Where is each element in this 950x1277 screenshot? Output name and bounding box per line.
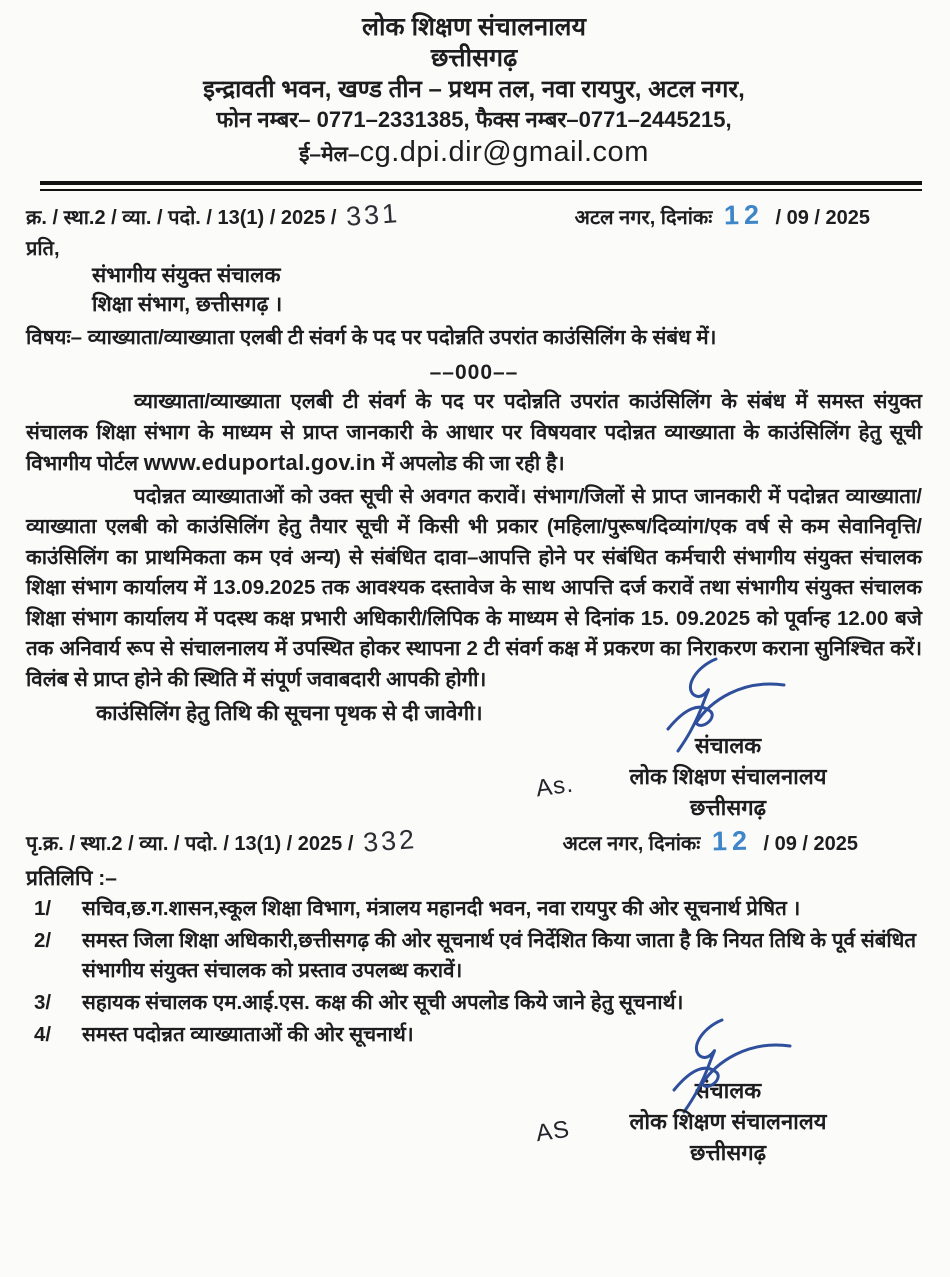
copy-text-4: समस्त पदोन्नत व्याख्याताओं की ओर सूचनार्थ। bbox=[82, 1023, 414, 1046]
email-address: cg.dpi.dir@gmail.com bbox=[359, 136, 649, 168]
letterhead-divider-rule bbox=[40, 181, 922, 191]
copy-number-1: 1/ bbox=[34, 897, 52, 920]
subject-text: व्याख्याता/व्याख्याता एलबी टी संवर्ग के पद पर पदोन्नति उपरांत काउंसिलिंग के संबंध में। bbox=[87, 326, 717, 349]
reference-number-2 bbox=[26, 824, 419, 858]
handwritten-initials-1: As. bbox=[534, 770, 576, 803]
signatory-title-1: संचालक bbox=[694, 733, 762, 758]
place-date-label-2: अटल नगर, दिनांकः bbox=[562, 833, 701, 855]
handwritten-date-2: 12 bbox=[711, 825, 753, 857]
signature-block-1 bbox=[534, 731, 878, 823]
signatory-state-1: छत्तीसगढ़ bbox=[690, 795, 766, 820]
copy-item-4 bbox=[26, 1020, 922, 1050]
addressee-block bbox=[92, 261, 922, 319]
reference-number-1 bbox=[26, 198, 402, 232]
addressee-line-2: शिक्षा संभाग, छत्तीसगढ़ । bbox=[92, 293, 283, 316]
letterhead bbox=[26, 12, 922, 173]
place-date-label-1: अटल नगर, दिनांकः bbox=[574, 207, 713, 229]
copy-text-3: सहायक संचालक एम.आई.एस. कक्ष की ओर सूची अपलोड किये जाने हेतु सूचनार्थ। bbox=[82, 991, 684, 1014]
portal-url: www.eduportal.gov.in bbox=[143, 450, 376, 475]
copy-item-2 bbox=[26, 926, 922, 986]
copy-number-2: 2/ bbox=[34, 929, 52, 952]
letterhead-email-line bbox=[26, 134, 922, 173]
subject-line bbox=[26, 323, 922, 353]
date-rest-1: / 09 / 2025 bbox=[775, 207, 870, 229]
reference-row-1 bbox=[26, 198, 922, 232]
letterhead-phone-fax: फोन नम्बर– 0771–2331385, फैक्स नम्बर–0771–2445215, bbox=[216, 107, 732, 132]
letterhead-state: छत्तीसगढ़ bbox=[430, 44, 518, 72]
reference-prefix-2: पृ.क्र. / स्था.2 / व्या. / पदो. / 13(1) / 2025 / bbox=[26, 833, 354, 855]
letterhead-org: लोक शिक्षण संचालनालय bbox=[362, 13, 586, 41]
addressee-line-1: संभागीय संयुक्त संचालक bbox=[92, 264, 281, 287]
copy-number-3: 3/ bbox=[34, 991, 52, 1014]
body-paragraph-2: पदोन्नत व्याख्याताओं को उक्त सूची से अवगत करावें। संभाग/जिलों से प्राप्त जानकारी में पदोन्नत व्याख्याता/व्याख्याता एलबी को काउंसिलिंग हेतु तैयार सूची में किसी भी प्रकार (महिला/पुरूष/दिव्यांग/एक वर्ष से कम सेवानिवृत्ति/काउंसिलिंग का प्राथमिकता कम एवं अन्य) से संबंधित दावा–आपत्ति होने पर संबंधित कर्मचारी संभागीय संयुक्त संचालक शिक्षा संभाग कार्यालय में 13.09.2025 तक आवश्यक दस्तावेज के साथ आपत्ति दर्ज करावें तथा संभागीय संयुक्त संचालक शिक्षा संभाग कार्यालय में पदस्थ कक्ष प्रभारी अधिकारी/लिपिक के माध्यम से दिनांक 15. 09.2025 को पूर्वान्ह 12.00 बजे तक अनिवार्य रूप से संचालनालय में उपस्थित होकर स्थापना 2 टी संवर्ग कक्ष में प्रकरण का निराकरण कराना सुनिश्चित करें। विलंब से प्राप्त होने की स्थिति में संपूर्ण जवाबदारी आपकी होगी। bbox=[26, 484, 922, 691]
copy-item-3 bbox=[26, 988, 922, 1018]
para1-text-after: में अपलोड की जा रही है। bbox=[375, 452, 565, 475]
date-rest-2: / 09 / 2025 bbox=[763, 833, 858, 855]
subject-label: विषयः– bbox=[26, 326, 82, 349]
signatory-org-2: AS लोक शिक्षण संचालनालय bbox=[578, 1106, 878, 1138]
body-paragraph-1 bbox=[26, 387, 922, 480]
place-date-1 bbox=[574, 199, 870, 231]
signatory-title-2: संचालक bbox=[694, 1078, 762, 1103]
copy-text-2: समस्त जिला शिक्षा अधिकारी,छत्तीसगढ़ की ओर सूचनार्थ एवं निर्देशित किया जाता है कि नियत तिथि के पूर्व संबंधित संभागीय संयुक्त संचालक को प्रस्ताव उपलब्ध करावें। bbox=[82, 929, 916, 982]
copy-number-4: 4/ bbox=[34, 1023, 52, 1046]
copy-text-1: सचिव,छ.ग.शासन,स्कूल शिक्षा विभाग, मंत्रालय महानदी भवन, नवा रायपुर की ओर सूचनार्थ प्रेषित । bbox=[82, 897, 801, 920]
signatory-state-2: छत्तीसगढ़ bbox=[690, 1140, 766, 1165]
signature-block-2 bbox=[534, 1076, 878, 1168]
signatory-org-1: As. लोक शिक्षण संचालनालय bbox=[578, 761, 878, 793]
letterhead-address: इन्द्रावती भवन, खण्ड तीन – प्रथम तल, नवा रायपुर, अटल नगर, bbox=[203, 76, 745, 103]
email-label: ई–मेल– bbox=[299, 143, 360, 166]
reference-row-2 bbox=[26, 824, 922, 858]
handwritten-initials-2: AS bbox=[534, 1115, 572, 1148]
ooo-divider: ––000–– bbox=[429, 361, 519, 384]
place-date-2 bbox=[562, 825, 858, 857]
copies-heading: प्रतिलिपि :– bbox=[26, 867, 117, 890]
handwritten-date-1: 12 bbox=[723, 199, 765, 231]
handwritten-number-2: 332 bbox=[361, 824, 419, 858]
para1-text-before: व्याख्याता/व्याख्याता एलबी टी संवर्ग के पद पर पदोन्नति उपरांत काउंसिलिंग के संबंध में समस्त संयुक्त संचालक शिक्षा संभाग के माध्यम से प्राप्त जानकारी के आधार पर विषयवार पदोन्नत व्याख्याता के काउंसिलिंग हेतु सूची विभागीय पोर्टल bbox=[26, 390, 922, 475]
body-paragraph-3: काउंसिलिंग हेतु तिथि की सूचना पृथक से दी जावेगी। bbox=[96, 702, 483, 725]
copy-item-1 bbox=[26, 894, 922, 924]
salutation: प्रति, bbox=[26, 238, 60, 260]
reference-prefix-1: क्र. / स्था.2 / व्या. / पदो. / 13(1) / 2025 / bbox=[26, 207, 337, 229]
handwritten-number-1: 331 bbox=[345, 198, 402, 232]
